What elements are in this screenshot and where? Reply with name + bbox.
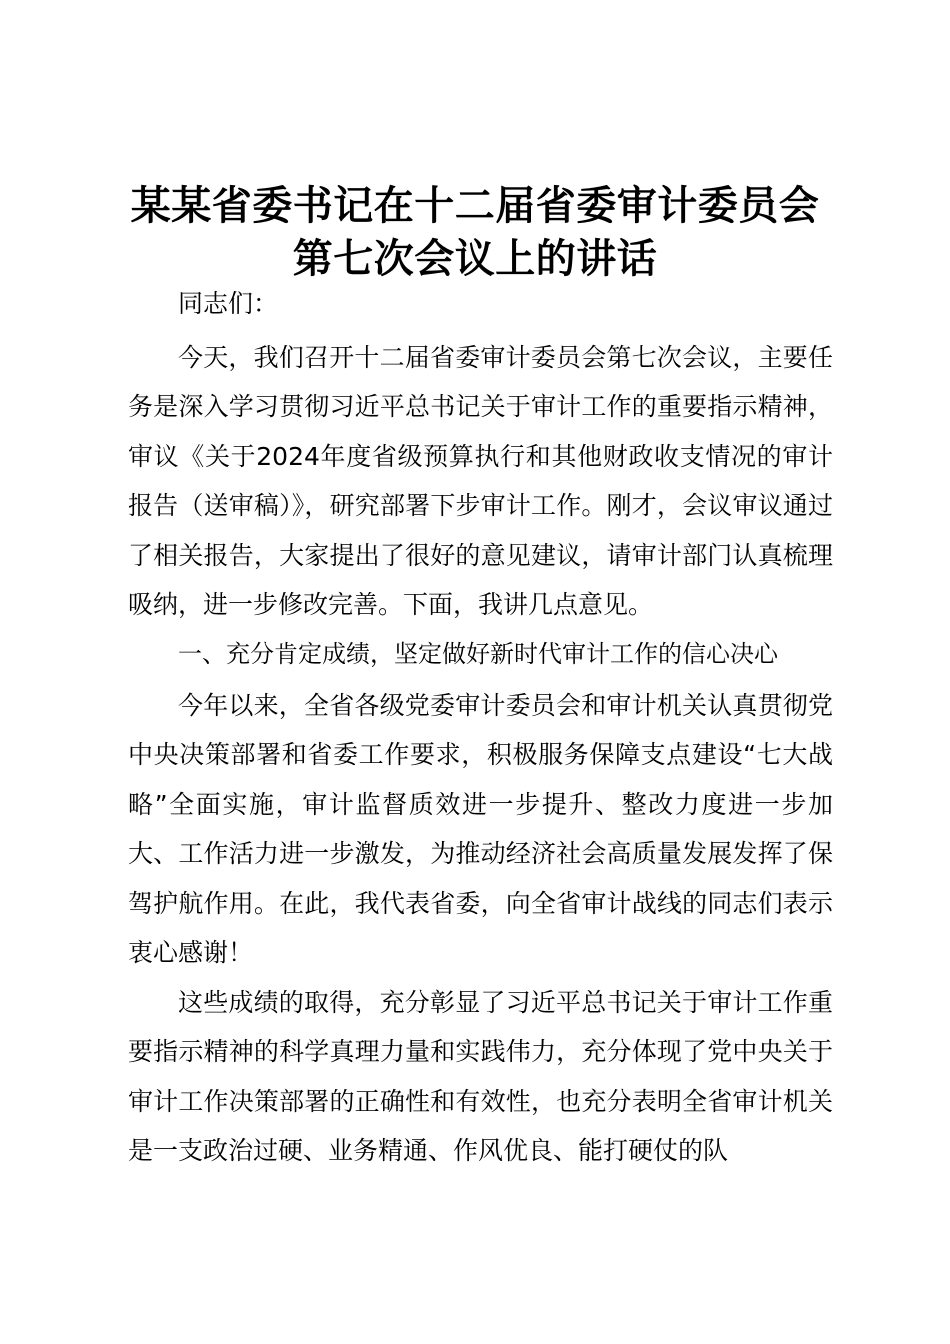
paragraph-achievements: 今年以来，全省各级党委审计委员会和审计机关认真贯彻党中央决策部署和省委工作要求，积极服务保障支点建设“七大战略”全面实施，审计监督质效进一步提升、整改力度进一步加大、工作活力进一步激发，为推动经济社会高质量发展发挥了保驾护航作用。在此，我代表省委，向全省审计战线的同志们表示衷心感谢！ xyxy=(128,691,833,968)
section-heading-1: 一、充分肯定成绩，坚定做好新时代审计工作的信心决心 xyxy=(178,640,778,668)
paragraph-intro: 今天，我们召开十二届省委审计委员会第七次会议，主要任务是深入学习贯彻习近平总书记关于审计工作的重要指示精神，审议《关于2024年度省级预算执行和其他财政收支情况的审计报告（送审稿）》，研究部署下步审计工作。刚才，会议审议通过了相关报告，大家提出了很好的意见建议，请审计部门认真梳理吸纳，进一步修改完善。下面，我讲几点意见。 xyxy=(128,343,833,620)
document-title-line-1: 某某省委书记在十二届省委审计委员会 xyxy=(130,183,820,229)
greeting: 同志们： xyxy=(178,289,279,318)
document-title-line-2: 第七次会议上的讲话 xyxy=(292,236,658,282)
paragraph-significance: 这些成绩的取得，充分彰显了习近平总书记关于审计工作重要指示精神的科学真理力量和实践伟力，充分体现了党中央关于审计工作决策部署的正确性和有效性，也充分表明全省审计机关是一支政治过硬、业务精通、作风优良、能打硬仗的队 xyxy=(128,988,833,1166)
